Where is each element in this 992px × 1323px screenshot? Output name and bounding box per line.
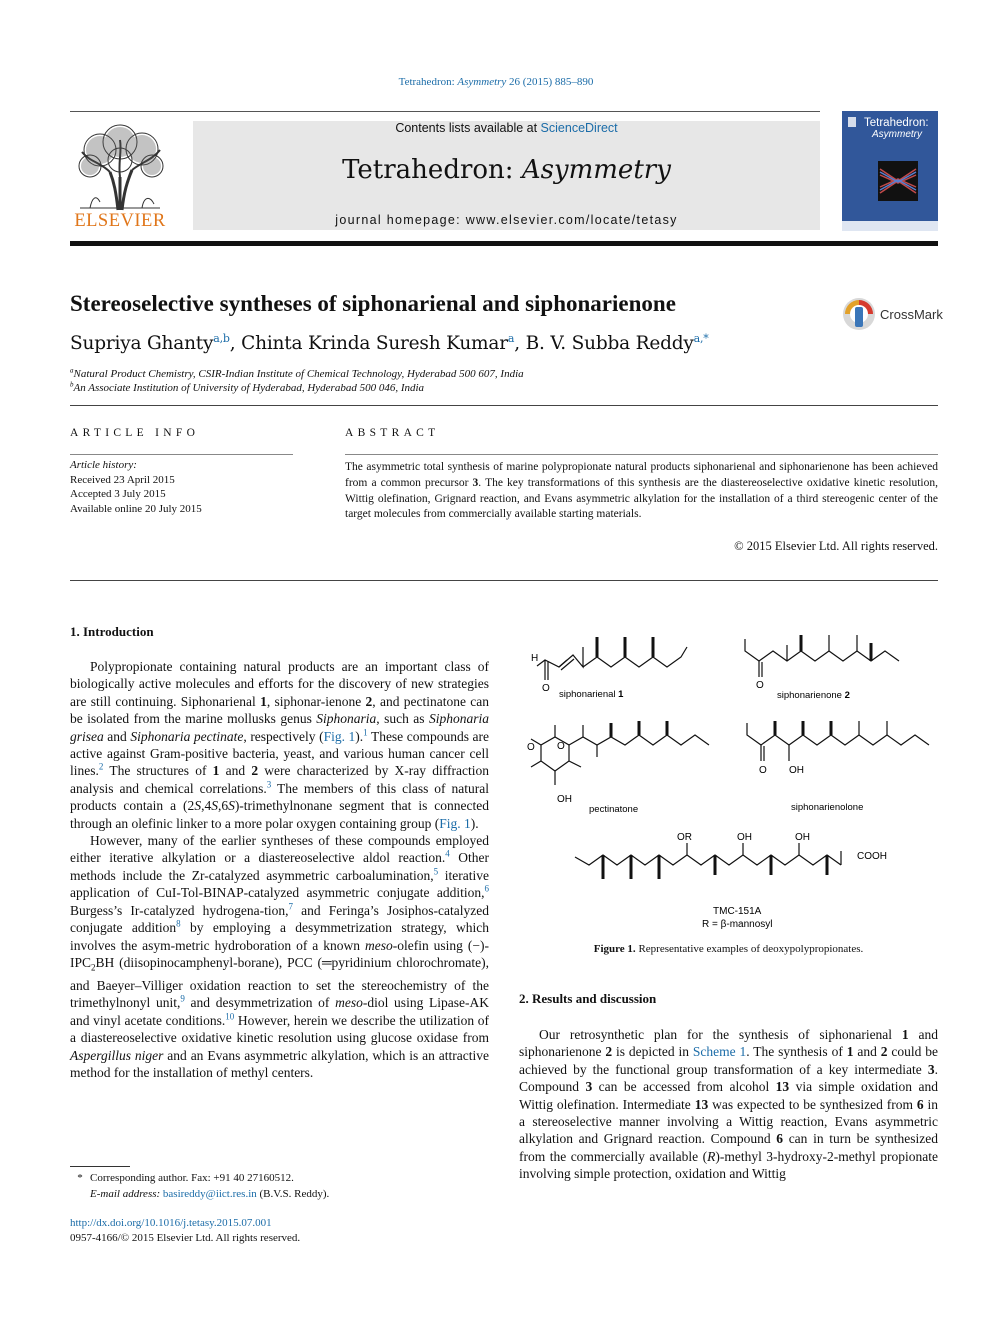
- cover-bottom-strip: [842, 221, 938, 231]
- label-siphonarienal: [559, 689, 624, 700]
- sciencedirect-link[interactable]: ScienceDirect: [540, 121, 618, 135]
- citation-volume: 26 (2015) 885–890: [506, 76, 594, 88]
- label-COOH: COOH: [857, 851, 887, 862]
- ref-sup[interactable]: 4: [445, 848, 450, 859]
- label-OH: OH: [557, 794, 572, 805]
- cover-title-b: Asymmetry: [872, 129, 922, 140]
- siphonarienolone-structure: [747, 721, 929, 761]
- crossmark-badge[interactable]: [842, 297, 943, 333]
- article-history: [70, 458, 202, 516]
- ref-sup[interactable]: 1: [363, 727, 368, 738]
- author-affil-mark[interactable]: a,b: [213, 331, 230, 345]
- author-list: [70, 333, 709, 354]
- journal-name-a: Tetrahedron:: [342, 155, 522, 185]
- ref-sup[interactable]: 7: [288, 901, 293, 912]
- label-r-definition: R = β-mannosyl: [702, 919, 773, 930]
- author-separator: ,: [229, 333, 242, 354]
- ref-sup[interactable]: 10: [225, 1011, 235, 1022]
- author-name: Chinta Krinda Suresh Kumar: [241, 333, 508, 354]
- abstract-heading: ABSTRACT: [345, 427, 440, 439]
- citation-journal-italic: Asymmetry: [457, 76, 507, 88]
- affiliation-rule: [70, 405, 938, 406]
- article-title: Stereoselective syntheses of siphonarienal and siphonarienone: [70, 291, 676, 316]
- intro-paragraph-1: Polypropionate containing natural products are an important class of biologically active molecules and efforts for the discovery of new strategies are still continuing. Siphonarienal 1, siphonar-ienone 2, and pectinatone can be isolated from the marine mollusks genus Siphonaria, such as Siphonaria grisea and Siphonaria pectinate, respectively (Fig. 1).$^1$ These compounds are active against Gram-positive bacteria, yeast, and various human cancer cell lines.$^2$ The structures of 1 and 2 were characterized by X-ray diffraction analysis and chemical correlations.$^3$ The members of this class of natural products contain a (2S,4S,6S)-trimethylnonane segment that is connected through an olefinic linker to a more polar oxygen containing group (Fig. 1).: [70, 659, 490, 831]
- cover-publisher-mark: [848, 117, 856, 127]
- siphonarienal-structure: [537, 637, 687, 680]
- asterisk-mark: *: [77, 1172, 83, 1184]
- pectinatone-structure: [531, 721, 709, 785]
- history-online: Available online 20 July 2015: [70, 502, 202, 515]
- journal-name-b: Asymmetry: [521, 155, 671, 185]
- footnote-rule: [70, 1166, 130, 1167]
- label-siphonarienal-num: 1: [618, 689, 624, 700]
- abstract-rule: [345, 454, 938, 455]
- footnote-corresponding: [70, 1170, 329, 1186]
- label-tmc-151a: TMC-151A: [713, 906, 762, 917]
- ref-sup[interactable]: 5: [433, 866, 439, 877]
- abstract-bottom-rule: [70, 580, 938, 581]
- abstract-text-b: . The key transformations of this synthesis are the diastereoselective oxidative kinetic resolution, Wittig olefination, Grignard reaction, and Evans asymmetric alkylation for the installation of a third stereogenic center of the target molecules from commercially available starting materials.: [345, 476, 938, 521]
- crossmark-icon: [842, 297, 876, 331]
- contents-available-line: [193, 121, 820, 135]
- compound-ref: 3: [472, 476, 479, 489]
- label-O: O: [756, 680, 764, 691]
- elsevier-wordmark: ELSEVIER: [74, 211, 166, 231]
- ref-sup[interactable]: 3: [266, 779, 272, 790]
- article-info-heading: ARTICLE INFO: [70, 427, 200, 439]
- scheme-ref[interactable]: Scheme 1: [692, 1044, 747, 1060]
- affiliation-text: Natural Product Chemistry, CSIR-Indian Institute of Chemical Technology, Hyderabad 500 607, India: [73, 368, 524, 380]
- doi-link[interactable]: http://dx.doi.org/10.1016/j.tetasy.2015.07.001: [70, 1217, 272, 1229]
- label-pectinatone: pectinatone: [589, 804, 639, 815]
- issn-line: 0957-4166/© 2015 Elsevier Ltd. All rights reserved.: [70, 1232, 301, 1244]
- ref-sup[interactable]: 8: [176, 918, 181, 929]
- results-paragraph-1: Our retrosynthetic plan for the synthesis of siphonarienal 1 and siphonarienone 2 is depicted in Scheme 1. The synthesis of 1 and 2 could be achieved by the functional group transformation of a key intermediate 3. Compound 3 can be accessed from alcohol 13 via simple oxidation and Wittig olefination. Intermediate 13 was expected to be synthesized from 6 in a stereoselective manner involving a Wittig reaction, Evans asymmetric alkylation and Grignard reaction. Compound 6 can in turn be synthesized from the commercially available (R)-methyl 3-hydroxy-2-methyl propionate involving simple protection, oxidation and Wittig: [519, 1027, 938, 1182]
- affiliation-b: [70, 382, 424, 394]
- history-label: Article history:: [70, 459, 137, 471]
- journal-name: [193, 155, 820, 185]
- author-name: Supriya Ghanty: [70, 333, 214, 354]
- figure-caption-text: Representative examples of deoxypolypropionates.: [635, 943, 864, 955]
- siphonarienone-structure: [745, 635, 899, 677]
- figure-caption: [519, 943, 938, 955]
- page-footer: [70, 1216, 300, 1246]
- cover-graphic: [878, 161, 918, 201]
- figure-1-structures: [519, 625, 939, 935]
- ref-sup[interactable]: 9: [180, 993, 185, 1004]
- footnote: [70, 1170, 329, 1202]
- label-OH: OH: [789, 765, 804, 776]
- email-link[interactable]: basireddy@iict.res.in: [162, 1188, 257, 1200]
- abstract-text-a: The asymmetric total synthesis of marine polypropionate natural products siphonarienal and siphonarienone has been achieved from a common precursor: [345, 461, 938, 489]
- email-label: E-mail address:: [90, 1188, 163, 1200]
- label-siphonarienolone: siphonarienolone: [791, 802, 864, 813]
- footnote-email-line: [70, 1186, 329, 1202]
- history-received: Received 23 April 2015: [70, 473, 175, 486]
- email-owner: (B.V.S. Reddy).: [256, 1188, 330, 1200]
- intro-body: [70, 658, 489, 1081]
- label-siphonarienone-text: siphonarienone: [777, 690, 845, 701]
- fig-ref[interactable]: Fig. 1: [323, 728, 356, 744]
- header-thick-rule: [70, 241, 938, 246]
- affiliation-mark: b: [70, 380, 74, 389]
- intro-paragraph-2: However, many of the earlier syntheses of these compounds employed either iterative alkylation or a diastereoselective aldol reaction.$^4$ Other methods include the Zr-catalyzed asymmetric carboalumination,$^5$ iterative application of CuI-Tol-BINAP-catalyzed asymmetric conjugate addition,$^6$ Burgess’s Ir-catalyzed hydrogena-tion,$^7$ and Feringa’s Josiphos-catalyzed conjugate addition$^8$ by employing a desymmetrization strategy, which involves the asym-metric hydroboration of a known meso-olefin using $(-)-IPC_2BH$ (diisopinocamphenyl-borane), PCC (═pyridinium chlorochromate), and Baeyer–Villiger oxidation reaction to set the stereochemistry of the trimethylnonyl unit,$^9$ and desymmetrization of meso-diol using Lipase-AK and vinyl acetate conditions.$^{10}$ However, herein we describe the utilization of a diastereoselective oxidative kinetic resolution using glucose oxidase from Aspergillus niger and an Evans asymmetric alkylation, which is an attractive method for the installation of methyl centers.: [70, 833, 490, 1081]
- tmc-151a-structure: [575, 843, 841, 879]
- label-O: O: [759, 765, 767, 776]
- citation-journal: Tetrahedron:: [398, 76, 458, 88]
- journal-citation[interactable]: [0, 76, 992, 88]
- article-info-rule: [70, 454, 293, 455]
- cover-title-a: Tetrahedron:: [864, 117, 929, 129]
- label-O: O: [542, 683, 550, 694]
- footnote-fax: Corresponding author. Fax: +91 40 27160512.: [90, 1172, 294, 1184]
- author-separator: ,: [514, 333, 526, 354]
- history-accepted: Accepted 3 July 2015: [70, 488, 166, 500]
- affiliation-mark: a: [70, 366, 74, 375]
- label-OR: OR: [677, 832, 692, 843]
- label-siphonarienone: [777, 690, 850, 701]
- journal-homepage[interactable]: journal homepage: www.elsevier.com/locate/tetasy: [335, 213, 678, 227]
- label-H: H: [531, 653, 539, 664]
- label-siphonarienone-num: 2: [844, 690, 850, 701]
- section-heading-results: 2. Results and discussion: [519, 991, 657, 1006]
- author-name: B. V. Subba Reddy: [525, 333, 694, 354]
- label-siphonarienal-text: siphonarienal: [559, 689, 619, 700]
- author-affil-mark[interactable]: a: [507, 331, 515, 345]
- label-OH: OH: [737, 832, 752, 843]
- abstract-copyright: © 2015 Elsevier Ltd. All rights reserved.: [734, 539, 938, 553]
- ref-sup[interactable]: 6: [484, 883, 489, 894]
- fig-ref[interactable]: Fig. 1: [439, 815, 471, 831]
- section-heading-introduction: 1. Introduction: [70, 624, 154, 639]
- journal-cover-image: [842, 111, 938, 231]
- label-O: O: [557, 741, 565, 752]
- affiliation-a: [70, 368, 524, 380]
- figure-caption-label: Figure 1.: [593, 943, 636, 955]
- header-rule: [70, 111, 820, 112]
- label-O: O: [527, 742, 535, 753]
- contents-prefix: Contents lists available at: [395, 121, 541, 135]
- ref-sup[interactable]: 2: [98, 761, 104, 772]
- crossmark-label: CrossMark: [880, 307, 943, 322]
- abstract-body: [345, 460, 938, 523]
- author-affil-mark[interactable]: a,*: [693, 331, 709, 345]
- affiliation-text: An Associate Institution of University of Hyderabad, Hyderabad 500 046, India: [73, 382, 425, 394]
- label-OH: OH: [795, 832, 810, 843]
